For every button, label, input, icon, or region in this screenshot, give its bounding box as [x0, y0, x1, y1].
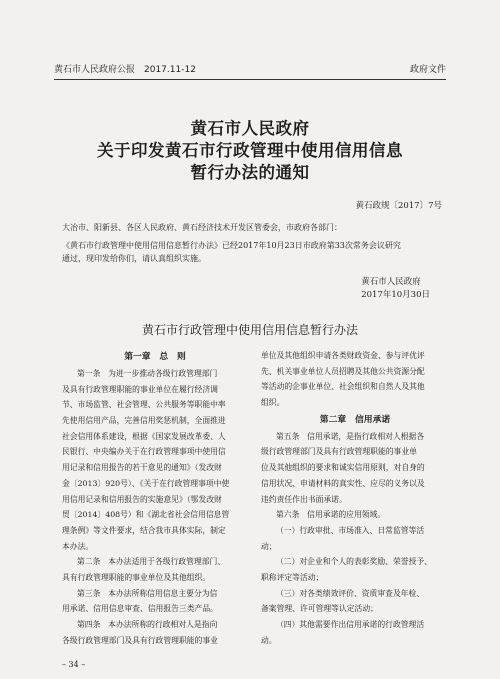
- text-line: 用信用记录和信用报告的实施意见》（鄂发改财: [62, 494, 222, 504]
- notice-line-2: 通过，现印发给你们，请认真组织实施。: [62, 254, 206, 263]
- text-line: 职称评定等活动；: [261, 572, 324, 582]
- page-number: – 34 –: [62, 660, 86, 669]
- text-line: 节、市场监管、社会管理、公共服务等职能中率: [62, 400, 226, 410]
- title-line-3: 暂行办法的通知: [190, 163, 310, 182]
- text-line: 第一条 为进一步推动各级行政管理部门: [77, 369, 218, 378]
- text-line: 社会信用体系建设，根据《国家发展改革委、人: [62, 431, 226, 441]
- text-line: 第三条 本办法所称信用信息主要分为信: [77, 588, 218, 598]
- text-line: 第二条 本办法适用于各级行政管理部门、: [77, 557, 226, 567]
- text-line: （四）其他需要作出信用承诺的行政管理活: [276, 620, 425, 629]
- text-line: 民银行、中央编办关于在行政管理事项中使用信: [62, 447, 226, 457]
- chapter-1-heading: 第一章 总 则: [124, 352, 186, 362]
- signature-date: 2017年10月30日: [361, 290, 430, 300]
- text-line: 理条例》等文件要求，结合我市具体实际，制定: [62, 525, 226, 535]
- title-line-2: 关于印发黄石市行政管理中使用信用信息: [97, 141, 403, 160]
- text-line: 级行政管理部门及具有行政管理职能的事业单: [261, 447, 417, 457]
- text-line: 用承诺、信用信息审查、信用报告三类产品。: [62, 604, 218, 614]
- chapter-2-heading: 第二章 信用承诺: [319, 414, 391, 425]
- text-line: 先、机关事业单位人员招聘及其他公共资源分配: [261, 366, 425, 376]
- document-title: [40, 118, 460, 184]
- title-line-1: 黄石市人民政府: [190, 119, 310, 138]
- document-number: 黄石政规〔2017〕7号: [355, 201, 442, 211]
- text-line: 第四条 本办法所称的行政相对人是指向: [77, 620, 218, 629]
- text-line: （一）行政审批、市场准入、日常监管等活: [276, 525, 425, 535]
- signature-block: [361, 276, 430, 302]
- addressee: 大冶市、阳新县、各区人民政府、黄石经济技术开发区管委会，市政府各部门：: [62, 223, 342, 232]
- notice-paragraph: [62, 239, 446, 265]
- regulation-title: 黄石市行政管理中使用信用信息暂行办法: [141, 323, 358, 337]
- text-line: 位及其他组织的要求和诚实信用原则，对自身的: [261, 463, 425, 473]
- text-line: 组织。: [261, 398, 285, 408]
- header-rule: [54, 79, 446, 80]
- section-name: 政府文件: [409, 65, 446, 75]
- text-line: （二）对企业和个人的表彰奖励、荣誉授予、: [276, 557, 432, 567]
- text-line: 动；: [261, 541, 277, 551]
- text-line: 贸〔2014〕408号）和《湖北省社会信用信息管: [62, 510, 230, 520]
- publication-name: 黄石市人民政府公报 2017.11-12: [54, 65, 196, 75]
- text-line: 具有行政管理职能的事业单位及其他组织。: [62, 572, 211, 582]
- text-line: 第五条 信用承诺，是指行政相对人根据各: [276, 431, 425, 441]
- text-line: 用记录和信用报告的若干意见的通知》（发改财: [62, 463, 222, 473]
- text-line: 信用状况、申请材料的真实性、应尽的义务以及: [261, 478, 425, 488]
- text-line: 先使用信用产品，完善信用奖惩机制，全面推进: [62, 416, 226, 426]
- text-line: 动。: [261, 635, 277, 645]
- text-line: 及具有行政管理职能的事业单位在履行经济调: [62, 384, 218, 394]
- text-line: 违约责任作出书面承诺。: [261, 494, 347, 504]
- text-line: 等活动的企事业单位、社会组织和自然人及其他: [261, 382, 425, 392]
- text-line: 第六条 信用承诺的应用领域。: [276, 510, 386, 520]
- signature-org: 黄石市人民政府: [361, 277, 421, 287]
- running-header: [54, 62, 446, 76]
- text-line: 备案管理、许可管理等认定活动；: [261, 604, 378, 614]
- text-line: 金〔2013〕920号）、《关于在行政管理事项中使: [62, 478, 230, 488]
- left-column: [62, 348, 248, 648]
- notice-line-1: 《黄石市行政管理中使用信用信息暂行办法》已经2017年10月23日市政府第33次常务会议研究: [62, 241, 401, 250]
- right-column: [261, 348, 449, 648]
- text-line: 各级行政管理部门及具有行政管理职能的事业: [62, 635, 218, 645]
- text-line: 单位及其他组织申请各类财政资金、参与评优评: [261, 351, 425, 360]
- text-line: 本办法。: [62, 541, 94, 551]
- text-line: （三）对各类绩效评价、资质审查及年检、: [276, 588, 425, 598]
